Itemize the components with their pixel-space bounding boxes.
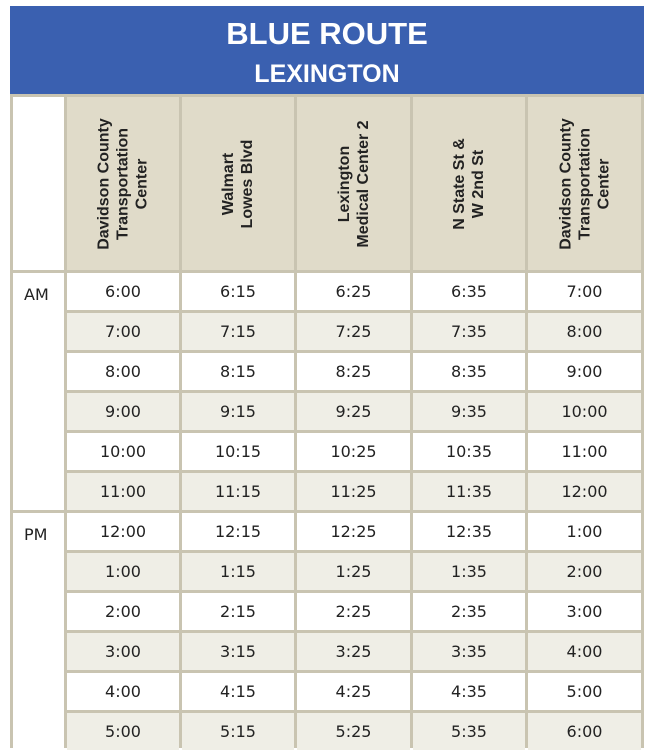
- time-cell: 2:25: [297, 593, 410, 630]
- column-header-label: Walmart Lowes Blvd: [220, 139, 256, 228]
- header-corner: [13, 97, 64, 270]
- time-cell: 7:25: [297, 313, 410, 350]
- time-cell: 2:00: [67, 593, 179, 630]
- time-cell: 4:00: [528, 633, 641, 670]
- time-cell: 6:00: [528, 713, 641, 750]
- route-subtitle: LEXINGTON: [254, 60, 400, 88]
- time-cell: 6:25: [297, 273, 410, 310]
- time-cell: 12:00: [528, 473, 641, 510]
- column-header: [182, 97, 294, 270]
- time-cell: 11:00: [528, 433, 641, 470]
- time-cell: 4:15: [182, 673, 294, 710]
- time-cell: 1:00: [67, 553, 179, 590]
- column-header: [413, 97, 525, 270]
- time-cell: 2:15: [182, 593, 294, 630]
- time-cell: 8:25: [297, 353, 410, 390]
- time-cell: 10:00: [528, 393, 641, 430]
- time-cell: 11:25: [297, 473, 410, 510]
- time-cell: 9:00: [67, 393, 179, 430]
- time-cell: 3:35: [413, 633, 525, 670]
- column-header: [297, 97, 410, 270]
- time-cell: 9:15: [182, 393, 294, 430]
- time-cell: 11:15: [182, 473, 294, 510]
- time-cell: 1:25: [297, 553, 410, 590]
- time-cell: 7:00: [67, 313, 179, 350]
- column-header: [67, 97, 179, 270]
- time-cell: 1:15: [182, 553, 294, 590]
- period-cell-pm: [13, 513, 64, 750]
- time-cell: 6:35: [413, 273, 525, 310]
- time-cell: 9:25: [297, 393, 410, 430]
- column-header-label: Lexington Medical Center 2: [335, 119, 372, 248]
- period-label: AM: [24, 285, 49, 304]
- time-cell: 4:35: [413, 673, 525, 710]
- time-cell: 3:15: [182, 633, 294, 670]
- time-cell: 5:25: [297, 713, 410, 750]
- time-cell: 5:00: [67, 713, 179, 750]
- time-cell: 9:00: [528, 353, 641, 390]
- time-cell: 11:35: [413, 473, 525, 510]
- column-header-label: Davidson County Transportation Center: [557, 117, 612, 250]
- time-cell: 5:35: [413, 713, 525, 750]
- time-cell: 3:00: [67, 633, 179, 670]
- time-cell: 2:35: [413, 593, 525, 630]
- time-cell: 11:00: [67, 473, 179, 510]
- time-cell: 10:25: [297, 433, 410, 470]
- time-cell: 10:35: [413, 433, 525, 470]
- time-cell: 9:35: [413, 393, 525, 430]
- time-cell: 8:15: [182, 353, 294, 390]
- time-cell: 1:00: [528, 513, 641, 550]
- time-cell: 2:00: [528, 553, 641, 590]
- time-cell: 10:15: [182, 433, 294, 470]
- time-cell: 7:00: [528, 273, 641, 310]
- column-header-label: N State St & W 2nd St: [451, 137, 487, 230]
- time-cell: 8:00: [528, 313, 641, 350]
- time-cell: 12:25: [297, 513, 410, 550]
- time-cell: 12:15: [182, 513, 294, 550]
- schedule-table: [10, 6, 644, 748]
- time-cell: 4:00: [67, 673, 179, 710]
- time-cell: 4:25: [297, 673, 410, 710]
- period-cell-am: [13, 273, 64, 510]
- time-cell: 8:35: [413, 353, 525, 390]
- time-cell: 10:00: [67, 433, 179, 470]
- column-header: [528, 97, 641, 270]
- time-cell: 6:15: [182, 273, 294, 310]
- time-cell: 7:35: [413, 313, 525, 350]
- period-label: PM: [24, 525, 48, 544]
- time-cell: 1:35: [413, 553, 525, 590]
- time-cell: 7:15: [182, 313, 294, 350]
- time-cell: 5:15: [182, 713, 294, 750]
- route-title: BLUE ROUTE: [226, 16, 428, 51]
- time-cell: 3:00: [528, 593, 641, 630]
- time-cell: 8:00: [67, 353, 179, 390]
- title-banner: [10, 6, 644, 94]
- time-cell: 6:00: [67, 273, 179, 310]
- time-cell: 5:00: [528, 673, 641, 710]
- time-cell: 3:25: [297, 633, 410, 670]
- time-cell: 12:00: [67, 513, 179, 550]
- time-cell: 12:35: [413, 513, 525, 550]
- column-header-label: Davidson County Transportation Center: [95, 117, 151, 250]
